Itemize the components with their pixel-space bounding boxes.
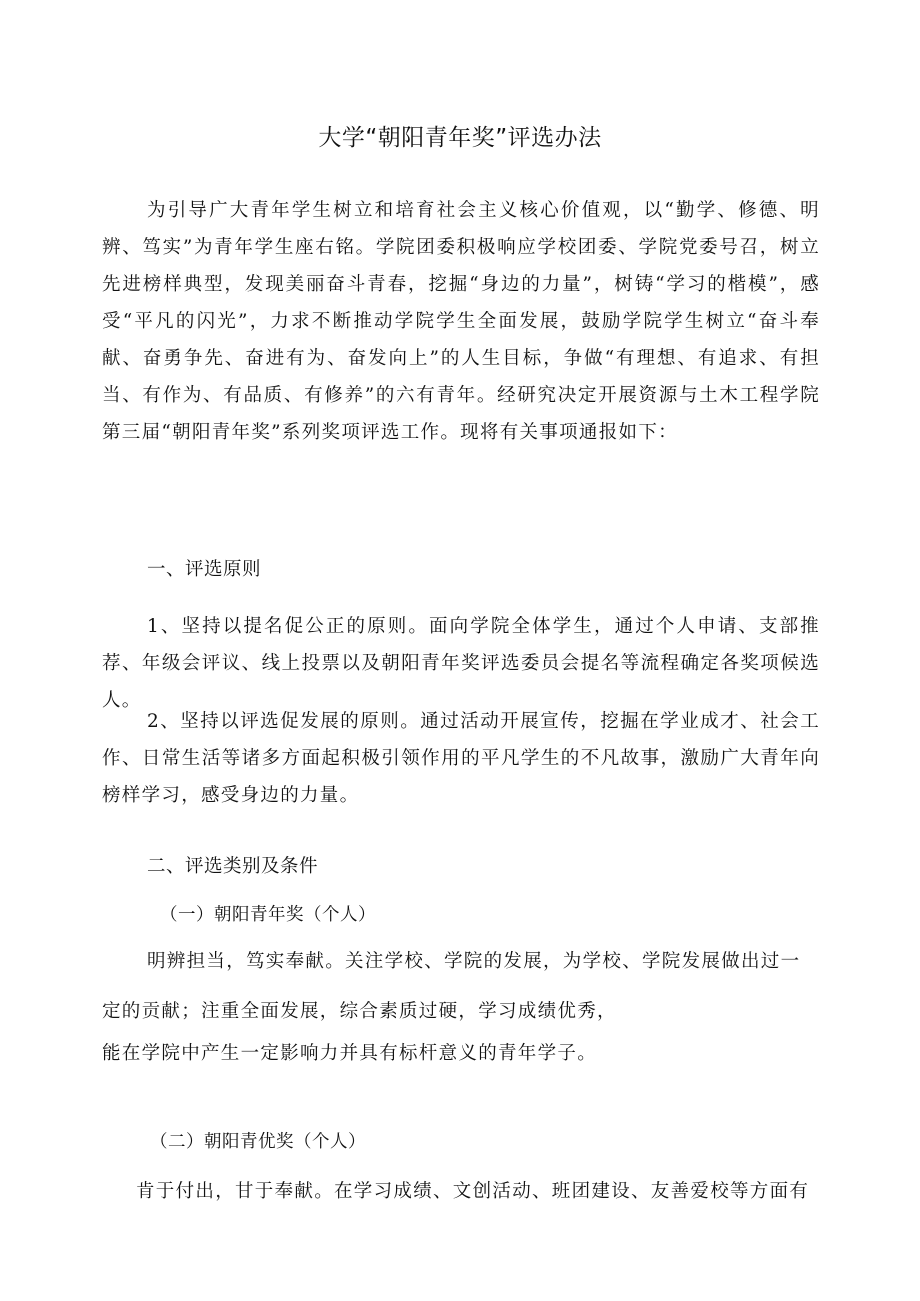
principle-2-paragraph: 2、坚持以评选促发展的原则。通过活动开展宣传，挖掘在学业成才、社会工作、日常生活等诸多方面起积极引领作用的平凡学生的不凡故事，激励广大青年向榜样学习，感受身边的力量。 — [102, 711, 820, 806]
section-1-heading: 一、评选原则 — [147, 559, 262, 580]
award-1-heading: （一）朝阳青年奖（个人） — [160, 905, 376, 925]
award-1-text-line-3: 能在学院中产生一定影响力并具有标杆意义的青年学子。 — [102, 1043, 598, 1064]
award-1-text-line-1: 明辨担当，笃实奉献。关注学校、学院的发展，为学校、学院发展做出过一 — [147, 951, 801, 972]
section-2-heading: 二、评选类别及条件 — [147, 856, 319, 877]
intro-paragraph: 为引导广大青年学生树立和培育社会主义核心价值观，以“勤学、修德、明辨、笃实”为青年学生座右铭。学院团委积极响应学校团委、学院党委号召，树立先进榜样典型，发现美丽奋斗青春，挖掘“身边的力量”，树铸“学习的楷模”，感受“平凡的闪光”，力求不断推动学院学生全面发展，鼓励学院学生树立“奋斗奉献、奋勇争先、奋进有为、奋发向上”的人生目标，争做“有理想、有追求、有担当、有作为、有品质、有修养”的六有青年。经研究决定开展资源与土木工程学院第三届“朝阳青年奖”系列奖项评选工作。现将有关事项通报如下： — [102, 200, 820, 443]
principle-1-paragraph: 1、坚持以提名促公正的原则。面向学院全体学生，通过个人申请、支部推荐、年级会评议、线上投票以及朝阳青年奖评选委员会提名等流程确定各奖项候选人。 — [102, 616, 820, 711]
award-1-text-line-2: 定的贡献；注重全面发展，综合素质过硬，学习成绩优秀， — [102, 1001, 617, 1022]
award-2-text-line-1: 肯于付出，甘于奉献。在学习成绩、文创活动、班团建设、友善爱校等方面有 — [136, 1181, 810, 1202]
document-title: 大学“朝阳青年奖”评选办法 — [318, 125, 602, 151]
award-2-heading: （二）朝阳青优奖（个人） — [150, 1132, 366, 1152]
